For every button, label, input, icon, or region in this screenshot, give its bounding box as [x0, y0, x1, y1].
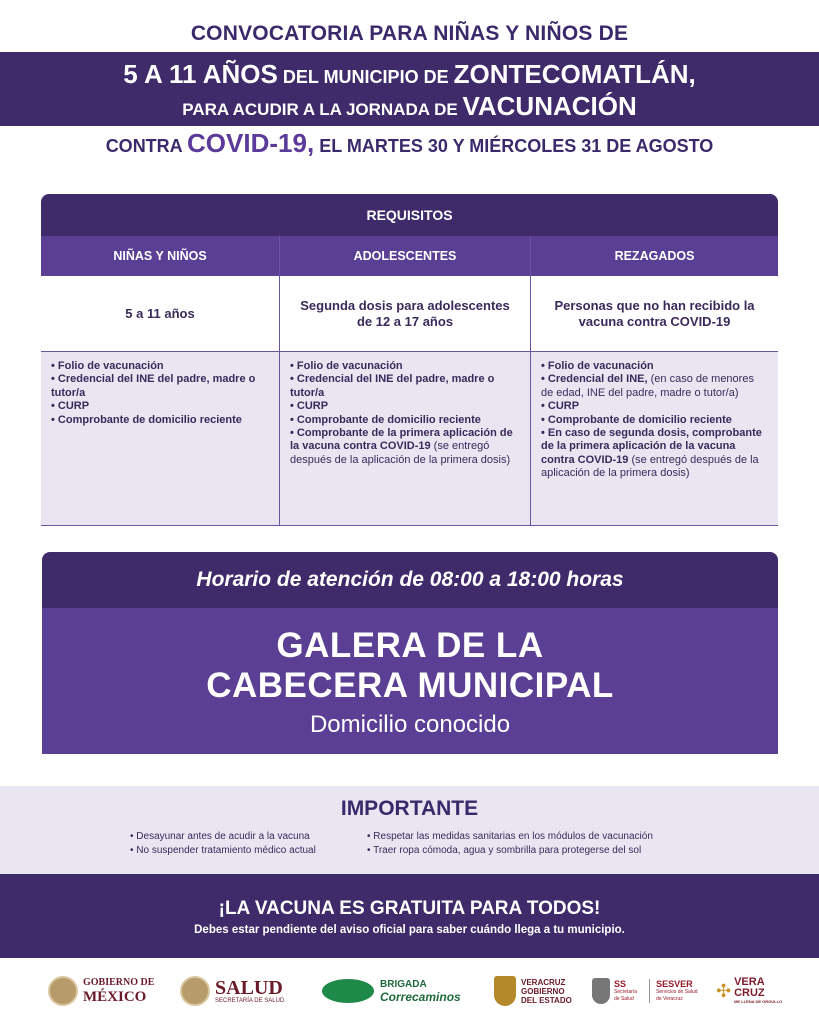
- gobierno-mexico-logo: [48, 974, 154, 1008]
- logo-text: Correcaminos: [380, 989, 461, 1004]
- free-vaccine-banner: [0, 874, 819, 958]
- venue-address: Domicilio conocido: [309, 711, 511, 738]
- free-vaccine-title: ¡LA VACUNA ES GRATUITA PARA TODOS!: [218, 898, 601, 919]
- age-adolescents: Segunda dosis para adolescentes de 12 a 17 años: [280, 276, 531, 351]
- requirement-item: [290, 414, 520, 427]
- eagle-seal-icon: [180, 976, 210, 1006]
- schedule-banner: Horario de atención de 08:00 a 18:00 horas: [42, 552, 778, 608]
- logo-text: GOBIERNO DE: [83, 977, 155, 988]
- requirement-item: [51, 360, 269, 373]
- requirement-item-bold: • Comprobante de la primera aplicación de la vacuna contra COVID-19: [290, 427, 513, 453]
- requirement-item: [51, 373, 269, 400]
- vaccination-word: VACUNACIÓN: [462, 91, 637, 121]
- requirement-item-bold: • Credencial del INE,: [541, 373, 648, 386]
- requirement-item: [290, 427, 520, 467]
- covid-word: COVID-19,: [187, 128, 315, 158]
- requirements-title: REQUISITOS: [41, 194, 778, 236]
- requirement-item-bold: • Folio de vacunación: [51, 360, 164, 372]
- requirement-item-note: (se entregó después de la aplicación de la primera dosis): [541, 453, 759, 480]
- title-line-1: CONVOCATORIA PARA NIÑAS Y NIÑOS DE: [190, 22, 629, 45]
- logo-text: ME LLENA DE ORGULLO: [734, 999, 783, 1004]
- logo-text: Servicios de Salud: [656, 989, 698, 995]
- requirement-item-bold: • CURP: [541, 400, 580, 413]
- venue-panel: [42, 608, 778, 754]
- age-children: 5 a 11 años: [41, 276, 280, 351]
- requirement-item: [290, 373, 520, 400]
- logo-text: de Veracruz: [656, 996, 683, 1002]
- requirement-item-bold: • Credencial del INE del padre, madre o tutor/a: [290, 373, 495, 399]
- logo-text: SS: [614, 979, 627, 989]
- column-header-laggards: REZAGADOS: [614, 249, 695, 263]
- age-range: 5 A 11 AÑOS: [123, 59, 278, 89]
- eagle-seal-icon: [48, 976, 78, 1006]
- logo-text: CRUZ: [734, 987, 765, 999]
- requirement-item-bold: • CURP: [290, 400, 329, 413]
- requirement-item: [51, 414, 269, 427]
- requirements-header-row: [41, 236, 778, 276]
- important-item: • Traer ropa cómoda, agua y sombrilla para protegerse del sol: [367, 845, 642, 856]
- requirement-item: [541, 414, 768, 427]
- title-band: [0, 52, 819, 126]
- requirement-item-bold: • Credencial del INE del padre, madre o tutor/a: [51, 373, 256, 399]
- venue-name: [42, 626, 778, 706]
- requirement-item-note: (se entregó después de la aplicación de la primera dosis): [290, 440, 511, 466]
- requirements-list-row: [41, 352, 778, 526]
- brigada-correcaminos-logo: [322, 974, 461, 1008]
- logo-text: GOBIERNO: [521, 986, 565, 996]
- logo-text: SECRETARÍA DE SALUD: [215, 997, 285, 1004]
- requirements-list-laggards: [531, 352, 778, 525]
- dates-text: EL MARTES 30 Y MIÉRCOLES 31 DE AGOSTO: [319, 136, 714, 156]
- logo-text: SALUD: [215, 976, 283, 999]
- veracruz-orgullo-logo: [716, 974, 782, 1008]
- requirement-item: [541, 360, 768, 373]
- logos-footer: [0, 958, 819, 1024]
- contra-word: CONTRA: [105, 136, 183, 156]
- venue-name-line-2: CABECERA MUNICIPAL: [206, 666, 614, 705]
- logo-text: Secretaría: [614, 989, 638, 995]
- requirement-item-bold: • Folio de vacunación: [541, 360, 654, 372]
- veracruz-gobierno-logo: [494, 974, 572, 1008]
- column-header-children: NIÑAS Y NIÑOS: [41, 236, 280, 276]
- title-connector-2: PARA ACUDIR A LA JORNADA DE: [182, 100, 458, 119]
- requirement-item: [290, 400, 520, 413]
- important-item: • Respetar las medidas sanitarias en los módulos de vacunación: [367, 831, 653, 842]
- logo-text: VERA: [734, 976, 765, 988]
- ss-sesver-logo: [592, 974, 698, 1008]
- requirement-item-bold: • Folio de vacunación: [290, 360, 403, 372]
- correcaminos-icon: [322, 979, 374, 1003]
- requirement-item-bold: • Comprobante de domicilio reciente: [290, 413, 481, 426]
- age-laggards: Personas que no han recibido la vacuna contra COVID-19: [554, 297, 755, 329]
- requirement-item-bold: • CURP: [51, 400, 90, 413]
- veracruz-cross-icon: ✣: [716, 980, 732, 1001]
- requirements-list-adolescents: [280, 352, 531, 525]
- requirement-item: [541, 373, 768, 400]
- logo-text: MÉXICO: [83, 989, 147, 1005]
- salud-logo: [180, 974, 284, 1008]
- free-vaccine-subtitle: Debes estar pendiente del aviso oficial para saber cuándo llega a tu municipio.: [194, 924, 625, 936]
- logo-text: SESVER: [656, 979, 693, 989]
- logo-text: BRIGADA: [380, 978, 427, 990]
- column-header-adolescents: ADOLESCENTES: [280, 236, 531, 276]
- requirement-item-bold: • En caso de segunda dosis, comprobante de la primera aplicación de la vacuna contra COVID-19: [541, 427, 762, 466]
- requirement-item: [541, 400, 768, 413]
- requirement-item-bold: • Comprobante de domicilio reciente: [541, 413, 732, 426]
- logo-text: DEL ESTADO: [521, 995, 572, 1005]
- requirement-item: [541, 427, 768, 481]
- requirement-item: [290, 360, 520, 373]
- important-section: [0, 786, 819, 874]
- important-item: • Desayunar antes de acudir a la vacuna: [130, 831, 310, 842]
- requirement-item: [51, 400, 269, 413]
- title-line-3: [0, 92, 819, 124]
- veracruz-shield-icon: [592, 978, 610, 1004]
- veracruz-shield-icon: [494, 976, 516, 1006]
- requirements-table: [41, 194, 778, 526]
- important-item: • No suspender tratamiento médico actual: [130, 845, 316, 856]
- logo-text: de Salud: [614, 996, 634, 1002]
- important-title: IMPORTANTE: [340, 797, 479, 820]
- requirements-age-row: [41, 276, 778, 352]
- venue-name-line-1: GALERA DE LA: [276, 626, 544, 665]
- logo-text: VERACRUZ: [521, 977, 566, 987]
- municipality-name: ZONTECOMATLÁN,: [453, 59, 696, 89]
- title-connector: DEL MUNICIPIO DE: [282, 67, 449, 87]
- requirement-item-note: (en caso de menores de edad, INE del padre, madre o tutor/a): [541, 373, 754, 399]
- title-line-4: [0, 128, 819, 159]
- requirement-item-bold: • Comprobante de domicilio reciente: [51, 413, 242, 426]
- requirements-list-children: [41, 352, 280, 525]
- title-line-2: [0, 59, 819, 92]
